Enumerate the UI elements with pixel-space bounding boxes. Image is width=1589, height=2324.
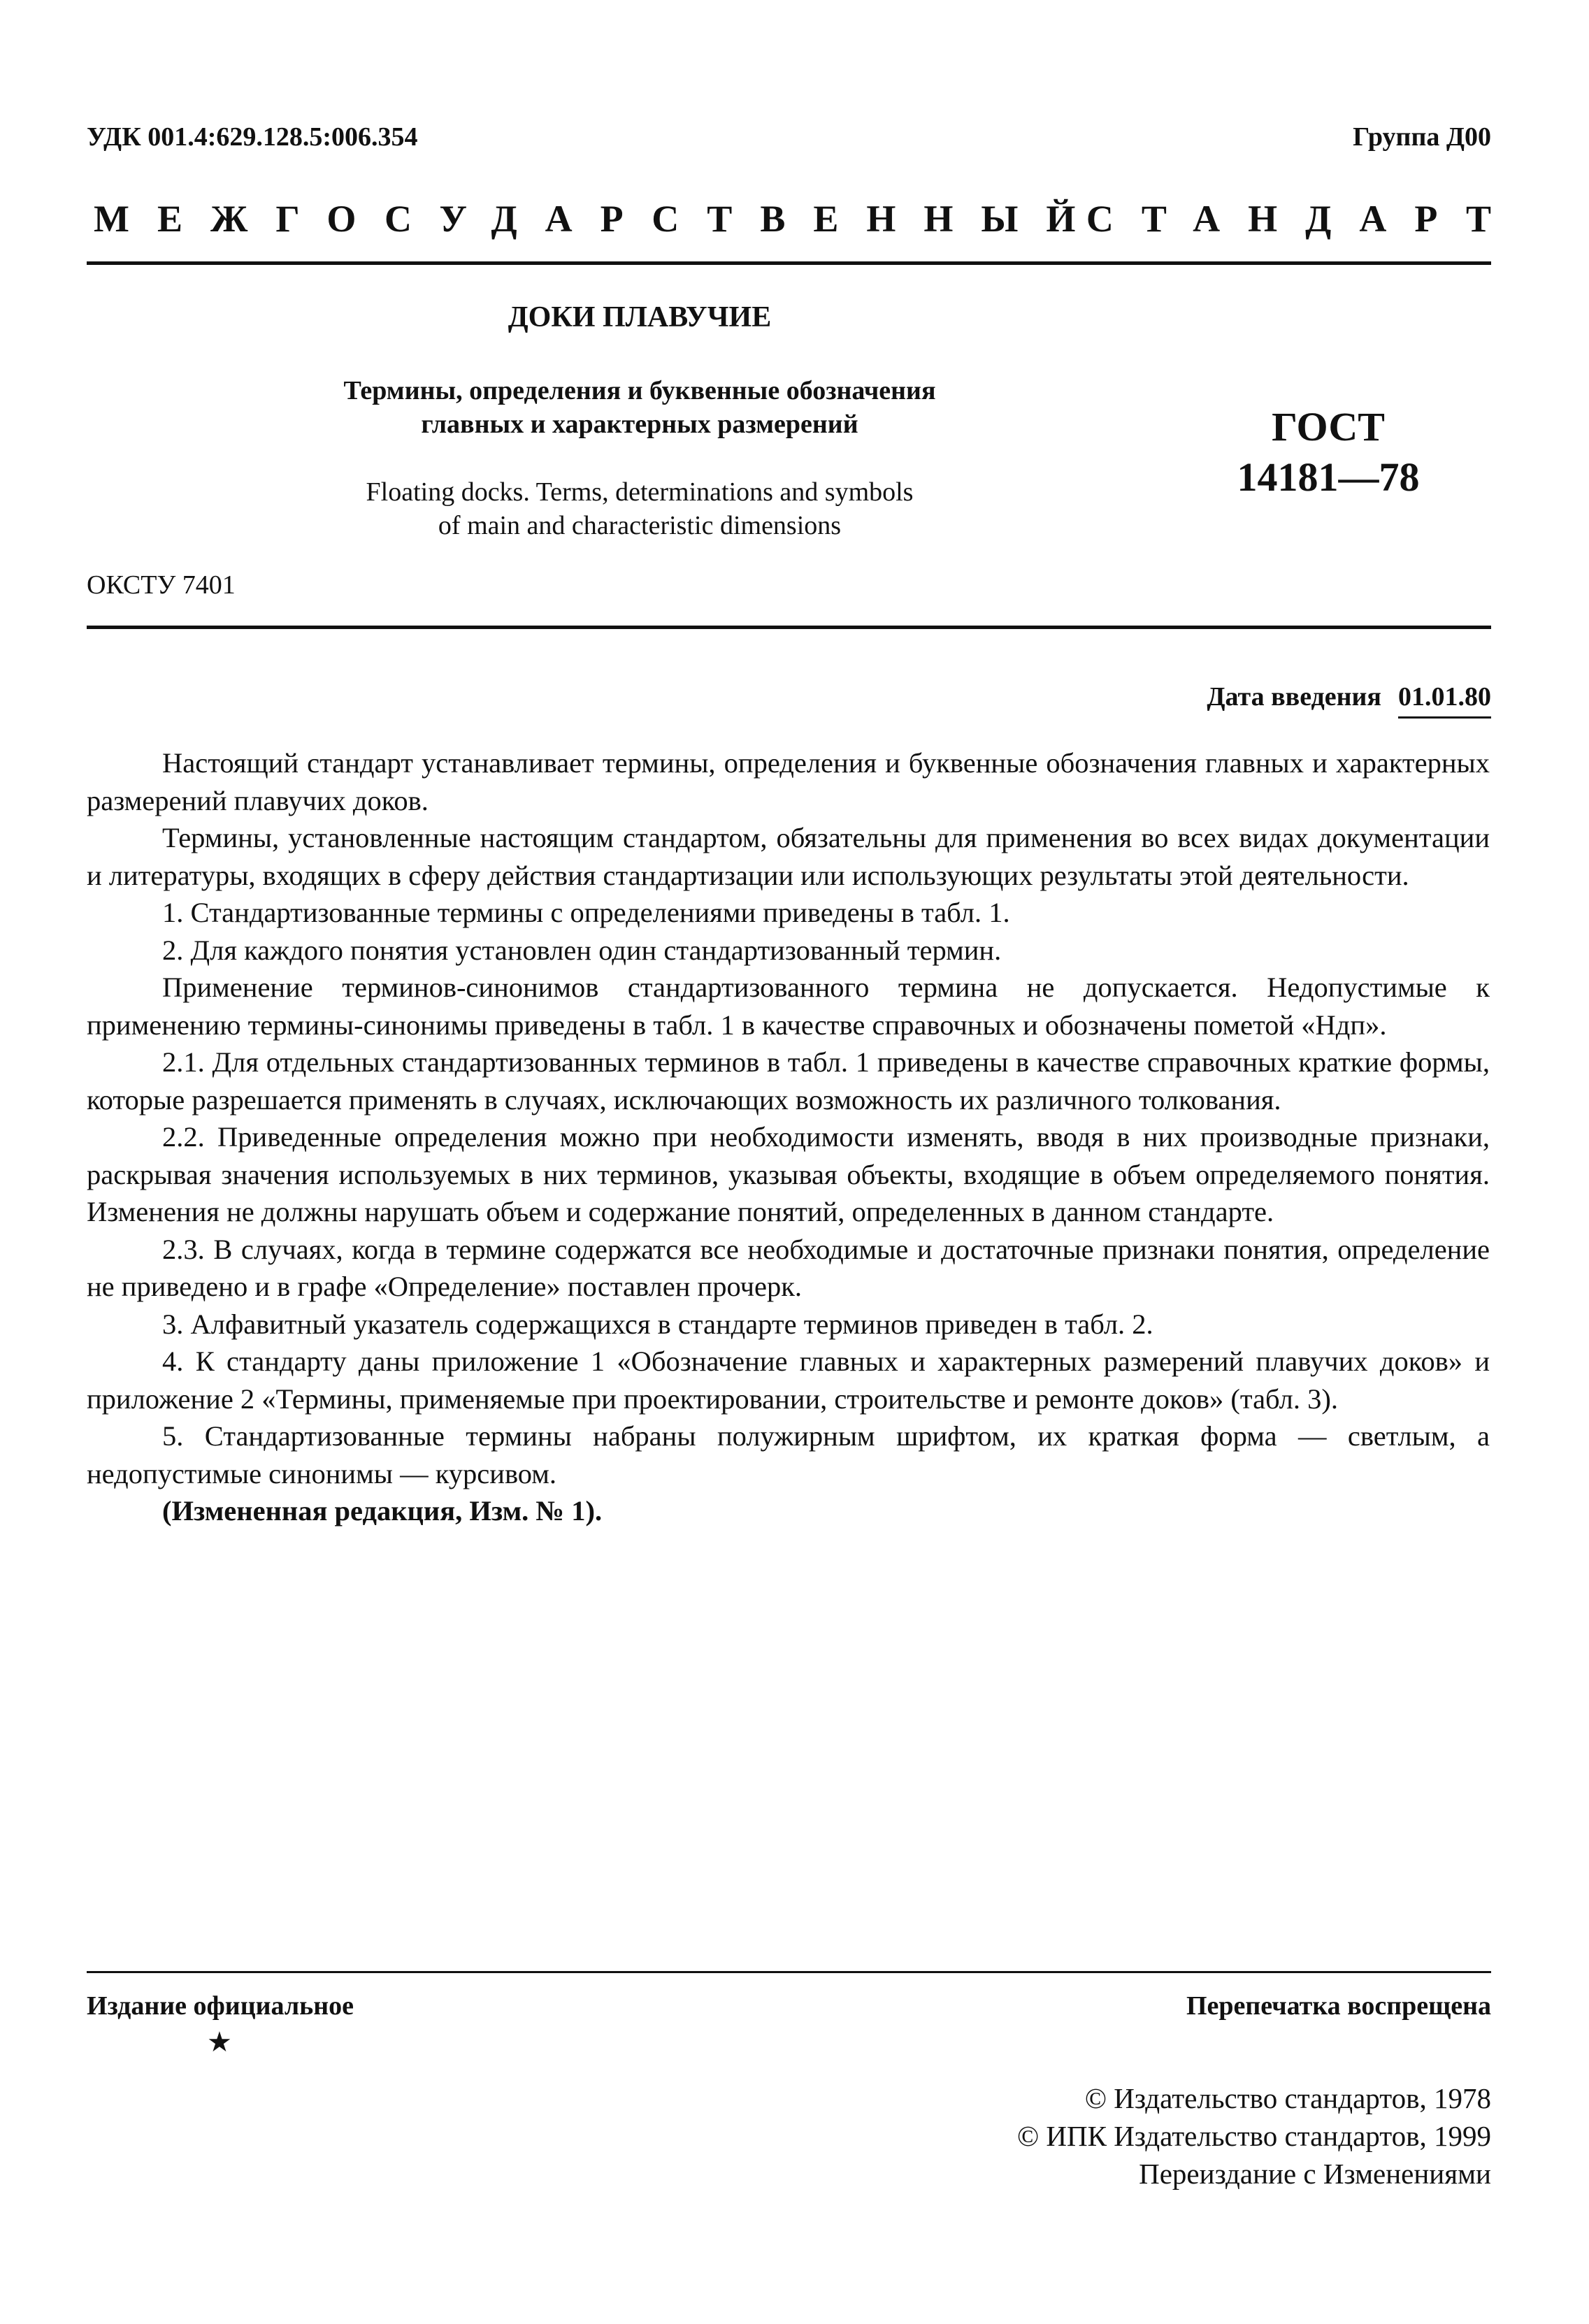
official-edition: Издание официальное bbox=[87, 1991, 354, 2021]
body-text bbox=[87, 744, 1490, 1530]
amendment-note: (Измененная редакция, Изм. № 1). bbox=[162, 1495, 603, 1527]
english-title-line-1: Floating docks. Terms, determinations and symbols bbox=[366, 477, 914, 507]
copyright-line-1: © Издательство стандартов, 1978 bbox=[1084, 2082, 1491, 2114]
date-label: Дата введения bbox=[1207, 682, 1381, 712]
document-title: ДОКИ ПЛАВУЧИЕ bbox=[508, 301, 772, 333]
english-title bbox=[0, 475, 1279, 542]
subtitle-line-1: Термины, определения и буквенные обозначения bbox=[343, 376, 936, 405]
introduction-date bbox=[1207, 681, 1491, 719]
footer-rule bbox=[87, 1971, 1491, 1973]
udk-code: УДК 001.4:629.128.5:006.354 bbox=[87, 122, 418, 152]
gost-label: ГОСТ bbox=[1272, 404, 1385, 449]
paragraph-item-2: 2. Для каждого понятия установлен один стандартизованный термин. bbox=[162, 934, 1002, 966]
english-title-line-2: of main and characteristic dimensions bbox=[438, 511, 842, 540]
paragraph-synonyms: Применение терминов-синонимов стандартизованного термина не допускается. Недопустимые к применению термины-синонимы приведены в табл. 1 в качестве справочных и обозначены пометой «Ндп». bbox=[87, 972, 1490, 1041]
subtitle-line-2: главных и характерных размерений bbox=[421, 410, 858, 439]
paragraph-item-4: 4. К стандарту даны приложение 1 «Обозначение главных и характерных размерений плавучих доков» и приложение 2 «Термины, применяемые при проектировании, строительстве и ремонте доков» (табл. 3). bbox=[87, 1345, 1490, 1415]
star-icon: ★ bbox=[207, 2026, 232, 2058]
paragraph-item-5: 5. Стандартизованные термины набраны полужирным шрифтом, их краткая форма — светлым, а недопустимые синонимы — курсивом. bbox=[87, 1420, 1490, 1489]
header-rule bbox=[87, 261, 1491, 265]
title-block-rule bbox=[87, 626, 1491, 629]
gost-designation bbox=[1160, 402, 1496, 503]
paragraph-item-2-3: 2.3. В случаях, когда в термине содержатся все необходимые и достаточные признаки понятия, определение не приведено и в графе «Определение» поставлен прочерк. bbox=[87, 1233, 1490, 1302]
group-code: Группа Д00 bbox=[1353, 122, 1491, 152]
standard-heading: СТАНДАРТ bbox=[1086, 198, 1519, 240]
paragraph-item-2-2: 2.2. Приведенные определения можно при необходимости изменять, вводя в них производные признаки, раскрывая значения используемых в них терминов, указывая объекты, входящие в объем определяемого понятия. Изменения не должны нарушать объем и содержание понятий, определенных в данном стандарте. bbox=[87, 1121, 1490, 1227]
okstu-code: ОКСТУ 7401 bbox=[87, 570, 236, 600]
date-value: 01.01.80 bbox=[1398, 681, 1491, 719]
copyright-line-2: © ИПК Издательство стандартов, 1999 bbox=[1016, 2120, 1491, 2152]
document-subtitle bbox=[0, 374, 1279, 441]
paragraph-item-3: 3. Алфавитный указатель содержащихся в стандарте терминов приведен в табл. 2. bbox=[162, 1308, 1153, 1340]
paragraph-mandatory: Термины, установленные настоящим стандартом, обязательны для применения во всех видах документации и литературы, входящих в сферу действия стандартизации или использующих результаты этой деятельности. bbox=[87, 822, 1490, 891]
paragraph-item-1: 1. Стандартизованные термины с определениями приведены в табл. 1. bbox=[162, 897, 1010, 928]
copyright-block bbox=[1017, 2079, 1491, 2193]
reprint-prohibited: Перепечатка воспрещена bbox=[1186, 1991, 1491, 2021]
interstate-heading: МЕЖГОСУДАРСТВЕННЫЙ bbox=[94, 198, 1104, 240]
paragraph-item-2-1: 2.1. Для отдельных стандартизованных терминов в табл. 1 приведены в качестве справочных краткие формы, которые разрешается применять в случаях, исключающих возможность их различного толкования. bbox=[87, 1046, 1490, 1116]
reissue-note: Переиздание с Изменениями bbox=[1139, 2158, 1491, 2190]
gost-number: 14181—78 bbox=[1237, 454, 1420, 500]
paragraph-scope: Настоящий стандарт устанавливает термины, определения и буквенные обозначения главных и характерных размерений плавучих доков. bbox=[87, 747, 1490, 816]
